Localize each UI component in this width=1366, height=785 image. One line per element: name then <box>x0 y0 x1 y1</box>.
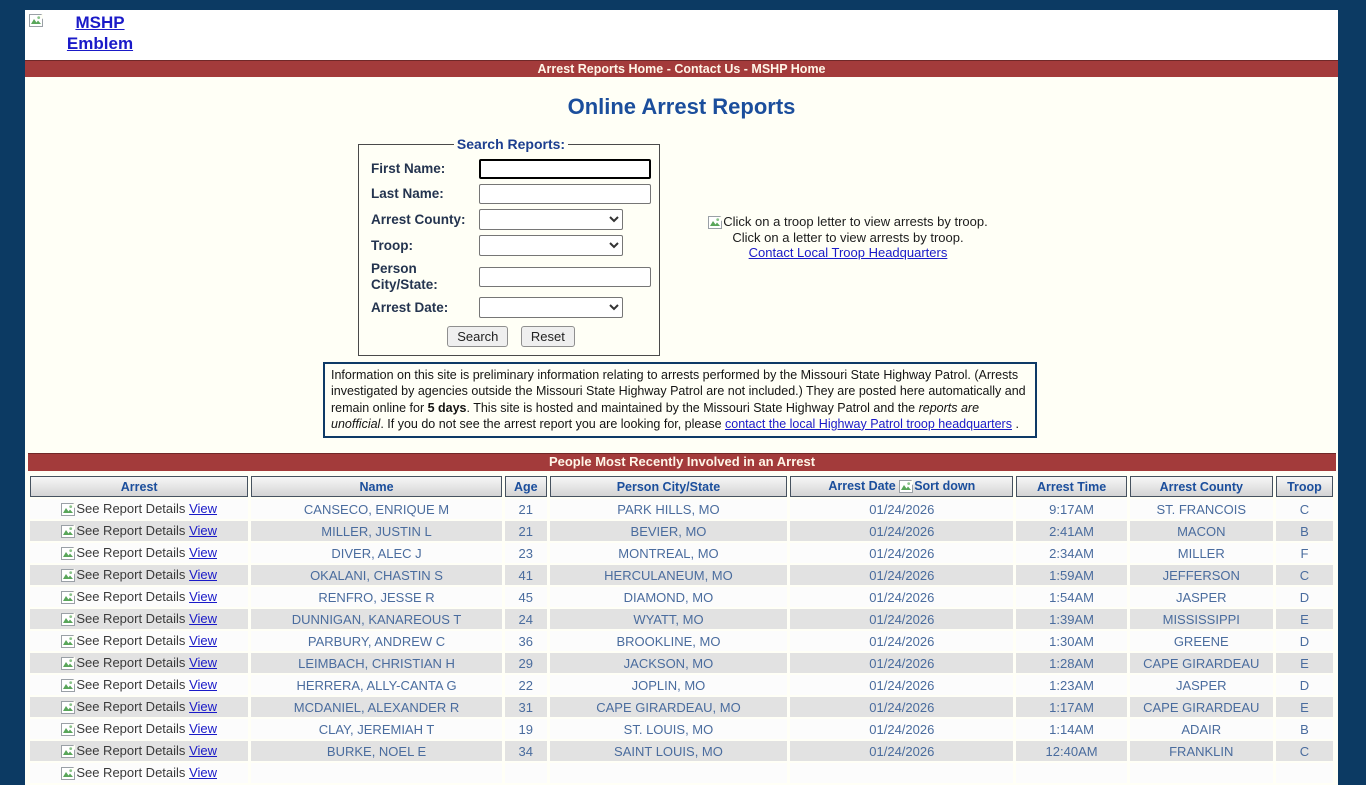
arrest-date-cell: 01/24/2026 <box>790 609 1013 629</box>
arrest-cell <box>30 631 248 651</box>
arrest-date-cell: 01/24/2026 <box>790 565 1013 585</box>
report-details-broken-image <box>61 545 76 560</box>
report-details-broken-image <box>61 611 76 626</box>
person-city-state-cell: BEVIER, MO <box>550 521 787 541</box>
notice-text-4: . <box>1011 416 1019 431</box>
notice-bold-5-days: 5 days <box>427 400 467 415</box>
troop-cell: B <box>1276 719 1333 739</box>
see-report-details-alt-text: See Report Details <box>76 655 186 671</box>
arrest-date-cell: 01/24/2026 <box>790 587 1013 607</box>
col-header-arrest-county[interactable]: Arrest County <box>1130 476 1273 497</box>
arrest-county-row <box>371 209 651 230</box>
arrest-cell <box>30 587 248 607</box>
name-cell: MCDANIEL, ALEXANDER R <box>251 697 501 717</box>
name-cell: OKALANI, CHASTIN S <box>251 565 501 585</box>
disclaimer-notice <box>323 362 1037 438</box>
search-buttons-row <box>371 326 651 347</box>
person-city-state-cell <box>550 763 787 783</box>
report-details-broken-image <box>61 699 76 714</box>
see-report-details-alt-text: See Report Details <box>76 523 186 539</box>
troop-cell: F <box>1276 543 1333 563</box>
broken-image-icon <box>61 525 76 539</box>
report-details-broken-image <box>61 633 76 648</box>
report-details-broken-image <box>61 743 76 758</box>
broken-image-icon <box>29 14 44 28</box>
person-city-state-cell: JOPLIN, MO <box>550 675 787 695</box>
name-cell: PARBURY, ANDREW C <box>251 631 501 651</box>
age-cell: 29 <box>505 653 547 673</box>
age-cell: 21 <box>505 499 547 519</box>
arrest-county-cell: MISSISSIPPI <box>1130 609 1273 629</box>
broken-image-icon <box>61 723 76 737</box>
arrest-county-label: Arrest County: <box>371 211 466 227</box>
arrest-county-cell: MACON <box>1130 521 1273 541</box>
arrest-county-cell: JASPER <box>1130 587 1273 607</box>
arrest-county-cell: JEFFERSON <box>1130 565 1273 585</box>
arrest-time-cell: 2:34AM <box>1016 543 1126 563</box>
broken-image-icon <box>61 547 76 561</box>
troop-map-alt-text: Click on a troop letter to view arrests by troop. <box>723 214 988 229</box>
arrest-date-cell: 01/24/2026 <box>790 741 1013 761</box>
name-cell <box>251 763 501 783</box>
person-city-state-cell: SAINT LOUIS, MO <box>550 741 787 761</box>
age-cell: 41 <box>505 565 547 585</box>
last-name-label: Last Name: <box>371 186 444 202</box>
view-report-link[interactable]: View <box>189 699 218 715</box>
arrest-time-cell: 1:59AM <box>1016 565 1126 585</box>
broken-image-icon <box>708 216 723 230</box>
col-header-arrest-date[interactable] <box>790 476 1013 497</box>
table-row <box>30 741 1333 761</box>
person-city-state-cell: PARK HILLS, MO <box>550 499 787 519</box>
person-city-state-cell: DIAMOND, MO <box>550 587 787 607</box>
person-city-state-cell: ST. LOUIS, MO <box>550 719 787 739</box>
arrest-cell <box>30 763 248 783</box>
nav-link-mshp-home[interactable]: MSHP Home <box>751 62 826 76</box>
arrest-cell <box>30 653 248 673</box>
table-header-row <box>30 476 1333 497</box>
arrest-date-cell: 01/24/2026 <box>790 499 1013 519</box>
table-row <box>30 653 1333 673</box>
arrest-date-cell: 01/24/2026 <box>790 719 1013 739</box>
arrest-county-cell: GREENE <box>1130 631 1273 651</box>
broken-image-icon <box>61 503 76 517</box>
age-cell: 34 <box>505 741 547 761</box>
table-row <box>30 609 1333 629</box>
view-report-link[interactable]: View <box>189 611 218 627</box>
arrest-cell <box>30 543 248 563</box>
search-button[interactable]: Search <box>447 326 508 347</box>
troop-cell: E <box>1276 697 1333 717</box>
age-cell: 36 <box>505 631 547 651</box>
arrest-time-cell: 1:14AM <box>1016 719 1126 739</box>
person-city-state-cell: MONTREAL, MO <box>550 543 787 563</box>
broken-image-icon <box>61 679 76 693</box>
table-row <box>30 587 1333 607</box>
notice-italic-unofficial: reports are unofficial <box>331 400 980 431</box>
person-city-state-cell: BROOKLINE, MO <box>550 631 787 651</box>
person-city-state-label: Person City/State: <box>371 261 438 292</box>
arrest-time-cell: 1:30AM <box>1016 631 1126 651</box>
report-details-broken-image <box>61 655 76 670</box>
view-report-link[interactable]: View <box>189 633 218 649</box>
arrest-cell <box>30 565 248 585</box>
first-name-input[interactable] <box>479 159 651 179</box>
page-header <box>25 10 1338 60</box>
troop-cell: E <box>1276 609 1333 629</box>
see-report-details-alt-text: See Report Details <box>76 589 186 605</box>
name-cell: HERRERA, ALLY-CANTA G <box>251 675 501 695</box>
arrest-date-cell <box>790 763 1013 783</box>
mshp-emblem-alt-text[interactable]: MSHP Emblem <box>66 13 134 54</box>
troop-map-image-line[interactable] <box>673 214 1023 230</box>
arrest-date-label: Arrest Date: <box>371 299 449 315</box>
arrest-cell <box>30 697 248 717</box>
name-cell: MILLER, JUSTIN L <box>251 521 501 541</box>
arrest-time-cell: 1:39AM <box>1016 609 1126 629</box>
see-report-details-alt-text: See Report Details <box>76 765 186 781</box>
arrest-cell <box>30 609 248 629</box>
table-row <box>30 763 1333 783</box>
nav-link-contact-us[interactable]: Contact Us <box>674 62 741 76</box>
troop-cell: C <box>1276 499 1333 519</box>
troop-cell: D <box>1276 587 1333 607</box>
broken-image-icon <box>899 480 914 494</box>
view-report-link[interactable]: View <box>189 655 218 671</box>
person-city-state-cell: CAPE GIRARDEAU, MO <box>550 697 787 717</box>
troop-cell: D <box>1276 631 1333 651</box>
age-cell <box>505 763 547 783</box>
troop-cell <box>1276 763 1333 783</box>
see-report-details-alt-text: See Report Details <box>76 545 186 561</box>
see-report-details-alt-text: See Report Details <box>76 567 186 583</box>
page-title: Online Arrest Reports <box>567 94 796 119</box>
arrest-date-cell: 01/24/2026 <box>790 631 1013 651</box>
notice-text-3: . If you do not see the arrest report you are looking for, please <box>380 416 725 431</box>
view-report-link[interactable]: View <box>189 743 218 759</box>
arrest-time-cell <box>1016 763 1126 783</box>
see-report-details-alt-text: See Report Details <box>76 611 186 627</box>
first-name-label: First Name: <box>371 161 446 177</box>
arrest-time-cell: 2:41AM <box>1016 521 1126 541</box>
troop-map-caption: Click on a letter to view arrests by troop. <box>732 229 964 245</box>
arrest-cell <box>30 741 248 761</box>
see-report-details-alt-text: See Report Details <box>76 699 186 715</box>
page-frame <box>25 10 1338 785</box>
search-reports-legend: Search Reports: <box>456 136 566 152</box>
broken-image-icon <box>61 569 76 583</box>
arrest-time-cell: 1:54AM <box>1016 587 1126 607</box>
mshp-emblem-broken-image <box>29 12 44 30</box>
arrest-county-cell: JASPER <box>1130 675 1273 695</box>
arrest-county-cell: ST. FRANCOIS <box>1130 499 1273 519</box>
arrest-county-cell <box>1130 763 1273 783</box>
troop-cell: D <box>1276 675 1333 695</box>
troop-select[interactable] <box>479 235 623 256</box>
last-name-input[interactable] <box>479 184 651 204</box>
arrest-county-cell: CAPE GIRARDEAU <box>1130 653 1273 673</box>
name-cell: RENFRO, JESSE R <box>251 587 501 607</box>
troop-cell: C <box>1276 565 1333 585</box>
arrest-date-cell: 01/24/2026 <box>790 653 1013 673</box>
arrest-date-header-text: Arrest Date <box>828 479 896 494</box>
table-banner: People Most Recently Involved in an Arrest <box>28 453 1336 471</box>
report-details-broken-image <box>61 677 76 692</box>
person-city-state-cell: HERCULANEUM, MO <box>550 565 787 585</box>
reset-button[interactable]: Reset <box>521 326 575 347</box>
troop-cell: C <box>1276 741 1333 761</box>
col-header-arrest-time[interactable]: Arrest Time <box>1016 476 1126 497</box>
person-city-state-input[interactable] <box>479 267 651 287</box>
see-report-details-alt-text: See Report Details <box>76 677 186 693</box>
broken-image-icon <box>61 745 76 759</box>
mshp-emblem-link[interactable] <box>29 12 156 55</box>
notice-text-1: Information on this site is preliminary information relating to arrests performed by the Missouri State Highway Patrol. (Arrests investigated by agencies outside the Missouri State Highway Patrol are not included.) They are posted here automatically and remain online for <box>331 368 1026 415</box>
sort-down-broken-image <box>899 479 914 493</box>
arrest-date-select[interactable] <box>479 297 623 318</box>
table-row <box>30 543 1333 563</box>
arrest-cell <box>30 521 248 541</box>
broken-image-icon <box>61 767 76 781</box>
arrest-date-cell: 01/24/2026 <box>790 675 1013 695</box>
arrest-date-cell: 01/24/2026 <box>790 521 1013 541</box>
table-row <box>30 499 1333 519</box>
arrest-county-select[interactable] <box>479 209 623 230</box>
nav-separator: - <box>740 62 752 76</box>
troop-label: Troop: <box>371 237 413 253</box>
age-cell: 23 <box>505 543 547 563</box>
notice-text-2: . This site is hosted and maintained by the Missouri State Highway Patrol and the <box>466 400 919 415</box>
arrest-cell <box>30 499 248 519</box>
arrest-cell <box>30 675 248 695</box>
contact-local-troop-link[interactable]: Contact Local Troop Headquarters <box>748 245 948 261</box>
troop-row <box>371 235 651 256</box>
age-cell: 22 <box>505 675 547 695</box>
see-report-details-alt-text: See Report Details <box>76 743 186 759</box>
contact-troop-headquarters-link[interactable]: contact the local Highway Patrol troop headquarters <box>725 416 1012 431</box>
name-cell: CLAY, JEREMIAH T <box>251 719 501 739</box>
arrest-cell <box>30 719 248 739</box>
view-report-link[interactable]: View <box>189 523 218 539</box>
report-details-broken-image <box>61 501 76 516</box>
view-report-link[interactable]: View <box>189 765 218 781</box>
arrest-time-cell: 1:28AM <box>1016 653 1126 673</box>
nav-link-arrest-reports-home[interactable]: Arrest Reports Home <box>537 62 664 76</box>
see-report-details-alt-text: See Report Details <box>76 633 186 649</box>
name-cell: DUNNIGAN, KANAREOUS T <box>251 609 501 629</box>
arrest-date-cell: 01/24/2026 <box>790 543 1013 563</box>
arrests-table <box>27 474 1336 785</box>
report-details-broken-image <box>61 567 76 582</box>
view-report-link[interactable]: View <box>189 677 218 693</box>
table-row <box>30 521 1333 541</box>
age-cell: 24 <box>505 609 547 629</box>
arrest-time-cell: 1:23AM <box>1016 675 1126 695</box>
sort-down-alt-text: Sort down <box>914 479 976 494</box>
report-details-broken-image <box>61 523 76 538</box>
age-cell: 31 <box>505 697 547 717</box>
person-city-state-cell: WYATT, MO <box>550 609 787 629</box>
table-row <box>30 631 1333 651</box>
broken-image-icon <box>61 591 76 605</box>
person-city-state-cell: JACKSON, MO <box>550 653 787 673</box>
age-cell: 45 <box>505 587 547 607</box>
view-report-link[interactable]: View <box>189 589 218 605</box>
table-row <box>30 719 1333 739</box>
report-details-broken-image <box>61 765 76 780</box>
see-report-details-alt-text: See Report Details <box>76 721 186 737</box>
arrest-county-cell: FRANKLIN <box>1130 741 1273 761</box>
view-report-link[interactable]: View <box>189 545 218 561</box>
person-city-state-row <box>371 261 651 292</box>
arrest-date-cell: 01/24/2026 <box>790 697 1013 717</box>
arrest-county-cell: CAPE GIRARDEAU <box>1130 697 1273 717</box>
col-header-name[interactable]: Name <box>251 476 501 497</box>
name-cell: CANSECO, ENRIQUE M <box>251 499 501 519</box>
age-cell: 19 <box>505 719 547 739</box>
view-report-link[interactable]: View <box>189 501 218 517</box>
search-reports-fieldset <box>358 136 660 356</box>
first-name-row <box>371 159 651 179</box>
view-report-link[interactable]: View <box>189 721 218 737</box>
name-cell: DIVER, ALEC J <box>251 543 501 563</box>
name-cell: LEIMBACH, CHRISTIAN H <box>251 653 501 673</box>
troop-map-broken-image <box>708 214 723 229</box>
arrest-county-cell: MILLER <box>1130 543 1273 563</box>
arrest-date-row <box>371 297 651 318</box>
troop-cell: E <box>1276 653 1333 673</box>
troop-cell: B <box>1276 521 1333 541</box>
broken-image-icon <box>61 657 76 671</box>
broken-image-icon <box>61 635 76 649</box>
col-header-person-city-state[interactable]: Person City/State <box>550 476 787 497</box>
arrest-time-cell: 1:17AM <box>1016 697 1126 717</box>
see-report-details-alt-text: See Report Details <box>76 501 186 517</box>
col-header-age[interactable]: Age <box>505 476 547 497</box>
table-row <box>30 565 1333 585</box>
report-details-broken-image <box>61 721 76 736</box>
troop-map-block <box>673 214 1023 261</box>
broken-image-icon <box>61 613 76 627</box>
search-section <box>25 128 1338 356</box>
arrest-time-cell: 9:17AM <box>1016 499 1126 519</box>
report-details-broken-image <box>61 589 76 604</box>
broken-image-icon <box>61 701 76 715</box>
table-row <box>30 697 1333 717</box>
table-row <box>30 675 1333 695</box>
last-name-row <box>371 184 651 204</box>
col-header-arrest[interactable]: Arrest <box>30 476 248 497</box>
name-cell: BURKE, NOEL E <box>251 741 501 761</box>
age-cell: 21 <box>505 521 547 541</box>
view-report-link[interactable]: View <box>189 567 218 583</box>
top-nav-bar <box>25 60 1338 77</box>
nav-separator: - <box>663 62 675 76</box>
arrest-time-cell: 12:40AM <box>1016 741 1126 761</box>
col-header-troop[interactable]: Troop <box>1276 476 1333 497</box>
arrest-county-cell: ADAIR <box>1130 719 1273 739</box>
